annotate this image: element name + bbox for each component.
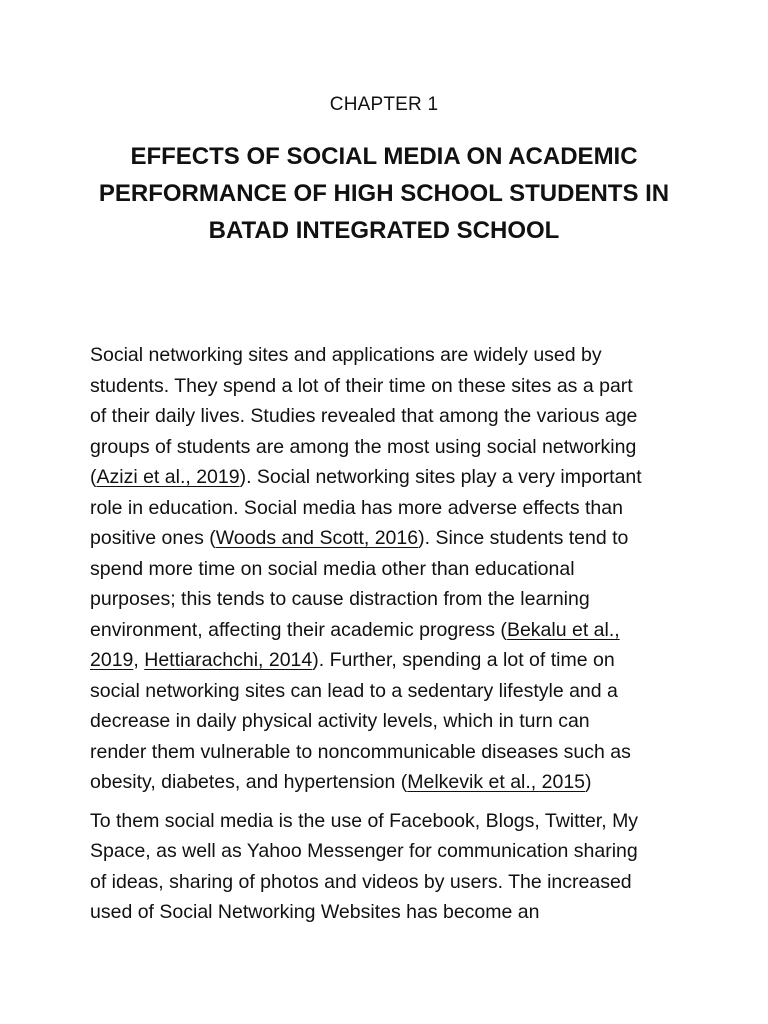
paragraph-2 <box>90 806 690 928</box>
text-fragment: ). Social networking sites play a very important <box>239 466 642 488</box>
text-fragment: environment, affecting their academic progress ( <box>90 618 507 641</box>
title-line: PERFORMANCE OF HIGH SCHOOL STUDENTS IN <box>98 180 670 207</box>
text-line: purposes; this tends to cause distraction from the learning <box>90 588 590 610</box>
text-line: groups of students are among the most using social networking <box>90 435 637 458</box>
text-fragment: obesity, diabetes, and hypertension ( <box>90 771 408 793</box>
text-line: used of Social Networking Websites has become an <box>90 901 540 923</box>
text-line <box>90 645 690 676</box>
text-line: decrease in daily physical activity levels, which in turn can <box>90 710 590 732</box>
body-text <box>90 340 690 928</box>
text-fragment: , <box>133 649 145 671</box>
title-line: EFFECTS OF SOCIAL MEDIA ON ACADEMIC <box>130 143 638 170</box>
citation-link-melkevik[interactable]: Melkevik et al., 2015 <box>407 771 586 793</box>
title-line: BATAD INTEGRATED SCHOOL <box>208 217 560 244</box>
text-fragment: ) <box>585 771 592 793</box>
text-line <box>90 615 690 646</box>
text-line: To them social media is the use of Facebook, Blogs, Twitter, My <box>90 809 639 832</box>
text-line <box>90 523 690 554</box>
text-line: role in education. Social media has more adverse effects than <box>90 496 623 519</box>
paragraph-spacer <box>90 798 690 806</box>
text-line: Social networking sites and applications are widely used by <box>90 344 602 366</box>
text-fragment: positive ones ( <box>90 527 216 549</box>
text-line: of ideas, sharing of photos and videos by users. The increased <box>90 870 632 893</box>
document-title <box>90 138 678 249</box>
text-fragment: ). Since students tend to <box>418 527 629 549</box>
text-line: Space, as well as Yahoo Messenger for communication sharing <box>90 840 638 862</box>
text-line: of their daily lives. Studies revealed that among the various age <box>90 405 638 427</box>
text-line <box>90 462 690 493</box>
citation-link-azizi[interactable]: Azizi et al., 2019 <box>96 466 240 488</box>
chapter-label: CHAPTER 1 <box>329 94 439 115</box>
text-line: render them vulnerable to noncommunicable diseases such as <box>90 740 631 763</box>
text-line: spend more time on social media other than educational <box>90 557 575 580</box>
citation-link-woods[interactable]: Woods and Scott, 2016 <box>215 527 419 549</box>
citation-link-bekalu-year[interactable]: 2019 <box>90 649 134 671</box>
citation-link-bekalu[interactable]: Bekalu et al., <box>506 618 620 641</box>
text-fragment: ( <box>90 466 97 488</box>
text-fragment: ). Further, spending a lot of time on <box>312 649 615 671</box>
citation-link-hettiarachchi[interactable]: Hettiarachchi, 2014 <box>144 649 313 671</box>
text-line: students. They spend a lot of their time on these sites as a part <box>90 374 633 397</box>
text-line: social networking sites can lead to a sedentary lifestyle and a <box>90 679 618 702</box>
paragraph-1 <box>90 340 690 798</box>
text-line <box>90 767 690 798</box>
